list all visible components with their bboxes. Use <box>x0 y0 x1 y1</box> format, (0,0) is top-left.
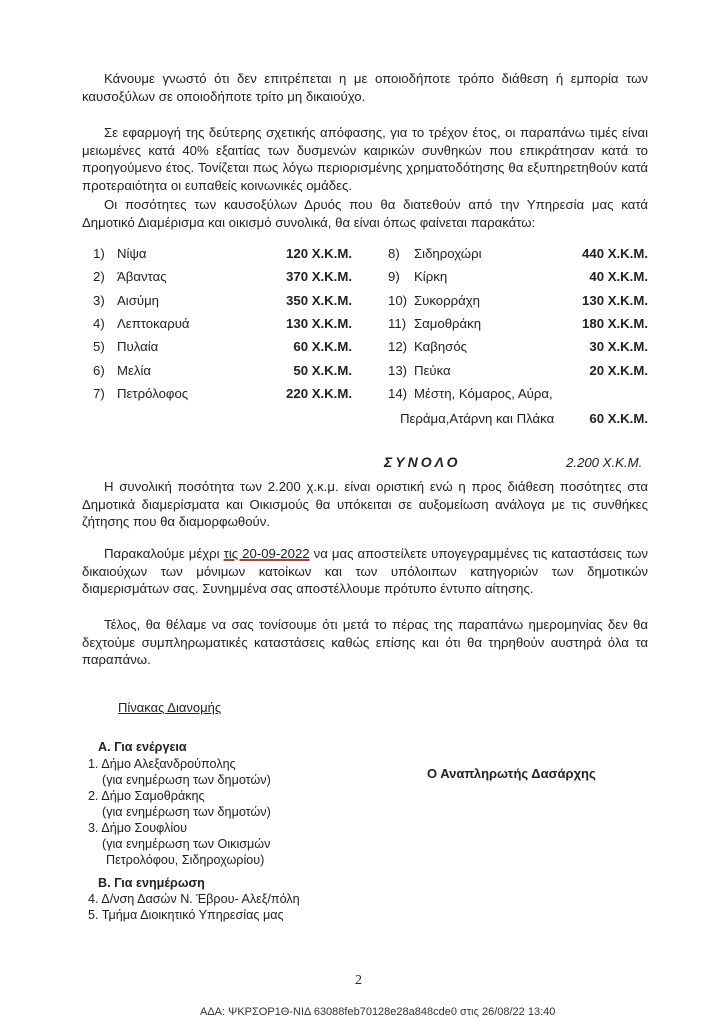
distribution-a3-note1: (για ενημέρωση των Οικισμών <box>102 837 271 851</box>
paragraph-total-quantity: Η συνολική ποσότητα των 2.200 χ.κ.μ. είναι οριστική ενώ η προς διάθεση ποσότητες στα Δημοτικά διαμερίσματα και Οικισμούς θα υπόκειται σε αυξομείωση ανάλογα με τις συνθήκες ζήτησης που θα διαμορφωθούν. <box>82 479 648 529</box>
distribution-b4: 4. Δ/νση Δασών Ν. Έβρου- Αλεξ/πόλη <box>88 892 300 906</box>
allocation-location: Πυλαία <box>117 339 159 355</box>
allocation-location: Σαμοθράκη <box>414 315 482 331</box>
paragraph-closing: Τέλος, θα θέλαμε να σας τονίσουμε ότι μετά το πέρας της παραπάνω ημερομηνίας δεν θα δεχτούμε συμπληρωματικές καταστάσεις καθώς επίσης και ότι θα τηρηθούν αυστηρά όλα τα παραπάνω. <box>82 617 648 667</box>
distribution-a1-note: (για ενημέρωση των δημοτών) <box>102 773 271 787</box>
allocation-quantity: 180 Χ.Κ.Μ. <box>582 315 648 331</box>
allocation-quantity: 220 Χ.Κ.Μ. <box>286 385 352 401</box>
allocation-number: 2) <box>93 269 105 285</box>
distribution-section-b: Β. Για ενημέρωση <box>98 876 205 890</box>
deadline-intro: Παρακαλούμε μέχρι <box>104 546 224 561</box>
allocation-quantity: 350 Χ.Κ.Μ. <box>286 292 352 308</box>
allocation-number: 12) <box>388 339 408 355</box>
allocation-number: 1) <box>93 246 105 261</box>
allocation-number: 11) <box>388 315 407 331</box>
allocation-14-line2: Περάμα,Ατάρνη και Πλάκα <box>400 411 555 426</box>
total-label: ΣΥΝΟΛΟ <box>384 454 461 470</box>
allocation-quantity: 30 Χ.Κ.Μ. <box>589 339 648 355</box>
allocation-location: Αισύμη <box>117 292 160 308</box>
allocation-number: 7) <box>93 385 105 401</box>
allocation-location: Κίρκη <box>414 269 448 285</box>
paragraph-resale-prohibition: Κάνουμε γνωστό ότι δεν επιτρέπεται η με οποιοδήποτε τρόπο διάθεση ή εμπορία των καυσοξύλων σε οποιοδήποτε τρίτο μη δικαιούχο. <box>82 71 648 104</box>
distribution-title: Πίνακας Διανομής <box>118 700 222 715</box>
allocation-location: Πετρόλοφος <box>117 385 189 401</box>
page-number: 2 <box>355 973 362 988</box>
allocation-quantity: 60 Χ.Κ.Μ. <box>293 339 352 355</box>
paragraph-deadline <box>82 545 648 598</box>
allocation-number: 10) <box>388 292 408 308</box>
allocation-location: Πεύκα <box>414 362 451 378</box>
allocation-location: Άβαντας <box>117 269 167 285</box>
allocation-quantity: 120 Χ.Κ.Μ. <box>286 246 352 261</box>
allocation-number: 5) <box>93 339 105 355</box>
deadline-date: τις 20-09-2022 <box>223 546 310 561</box>
allocation-number: 6) <box>93 362 105 378</box>
allocation-location: Καβησός <box>414 339 468 355</box>
deadline-rest: να μας αποστείλετε υπογεγραμμένες τις καταστάσεις των δικαιούχων των μόνιμων κατοίκων και των υπόλοιπων κατηγοριών των δημοτικών διαμερισμάτων σας. Συνημμένα σας αποστέλλουμε πρότυπο έντυπο αίτησης. <box>82 546 648 596</box>
distribution-a3: 3. Δήμο Σουφλίου <box>88 821 188 835</box>
allocation-quantity: 370 Χ.Κ.Μ. <box>286 269 352 285</box>
allocation-quantity: 20 Χ.Κ.Μ. <box>589 362 648 378</box>
allocation-location: Λεπτοκαρυά <box>117 315 190 331</box>
distribution-a3-note2: Πετρολόφου, Σιδηροχωρίου) <box>106 853 265 867</box>
distribution-b5: 5. Τμήμα Διοικητικό Υπηρεσίας μας <box>88 908 284 922</box>
total-value: 2.200 Χ.Κ.Μ. <box>566 455 643 470</box>
paragraph-quantities-intro: Οι ποσότητες των καυσοξύλων Δρυός που θα διατεθούν από την Υπηρεσία μας κατά Δημοτικό Διαμέρισμα και οικισμό συνολικά, θα είναι όπως φαίνεται παρακάτω: <box>82 197 648 230</box>
allocation-number: 4) <box>93 315 105 331</box>
allocation-quantity: 130 Χ.Κ.Μ. <box>582 292 648 308</box>
distribution-a2: 2. Δήμο Σαμοθράκης <box>88 789 205 803</box>
allocation-number: 13) <box>388 362 408 378</box>
allocation-quantity: 40 Χ.Κ.Μ. <box>589 269 648 285</box>
allocation-number: 3) <box>93 292 105 308</box>
allocation-number: 14) <box>388 385 408 401</box>
allocation-location: Μελία <box>117 362 152 378</box>
allocation-quantity: 130 Χ.Κ.Μ. <box>286 315 352 331</box>
allocation-quantity: 440 Χ.Κ.Μ. <box>582 246 648 261</box>
distribution-section-a: Α. Για ενέργεια <box>98 740 187 754</box>
allocation-location: Σιδηροχώρι <box>414 246 482 261</box>
allocation-location: Μέστη, Κόμαρος, Αύρα, <box>414 385 553 401</box>
allocation-location: Συκορράχη <box>414 292 481 308</box>
distribution-a2-note: (για ενημέρωση των δημοτών) <box>102 805 271 819</box>
allocation-number: 9) <box>388 269 400 285</box>
allocation-quantity: 50 Χ.Κ.Μ. <box>293 362 352 378</box>
paragraph-price-reduction: Σε εφαρμογή της δεύτερης σχετικής απόφασης, για το τρέχον έτος, οι παραπάνω τιμές είναι μειωμένες κατά 40% εξαιτίας των δυσμενών καιρικών συνθηκών που επικράτησαν κατά το προηγούμενο έτος. Τονίζεται πως λόγω περιορισμένης χρηματοδότησης θα εξυπηρετηθούν κατά προτεραιότητα οι ευπαθείς κοινωνικές ομάδες. <box>82 125 648 193</box>
document-footer-id: ΑΔΑ: ΨΚΡΣΟΡ1Θ-ΝΙΔ 63088feb70128e28a848cde0 στις 26/08/22 13:40 <box>200 1006 556 1018</box>
allocation-number: 8) <box>388 246 400 261</box>
signature-title: Ο Αναπληρωτής Δασάρχης <box>427 766 596 781</box>
allocation-location: Νίψα <box>117 246 147 261</box>
allocation-14-qty: 60 Χ.Κ.Μ. <box>589 411 648 426</box>
distribution-a1: 1. Δήμο Αλεξανδρούπολης <box>88 757 236 771</box>
